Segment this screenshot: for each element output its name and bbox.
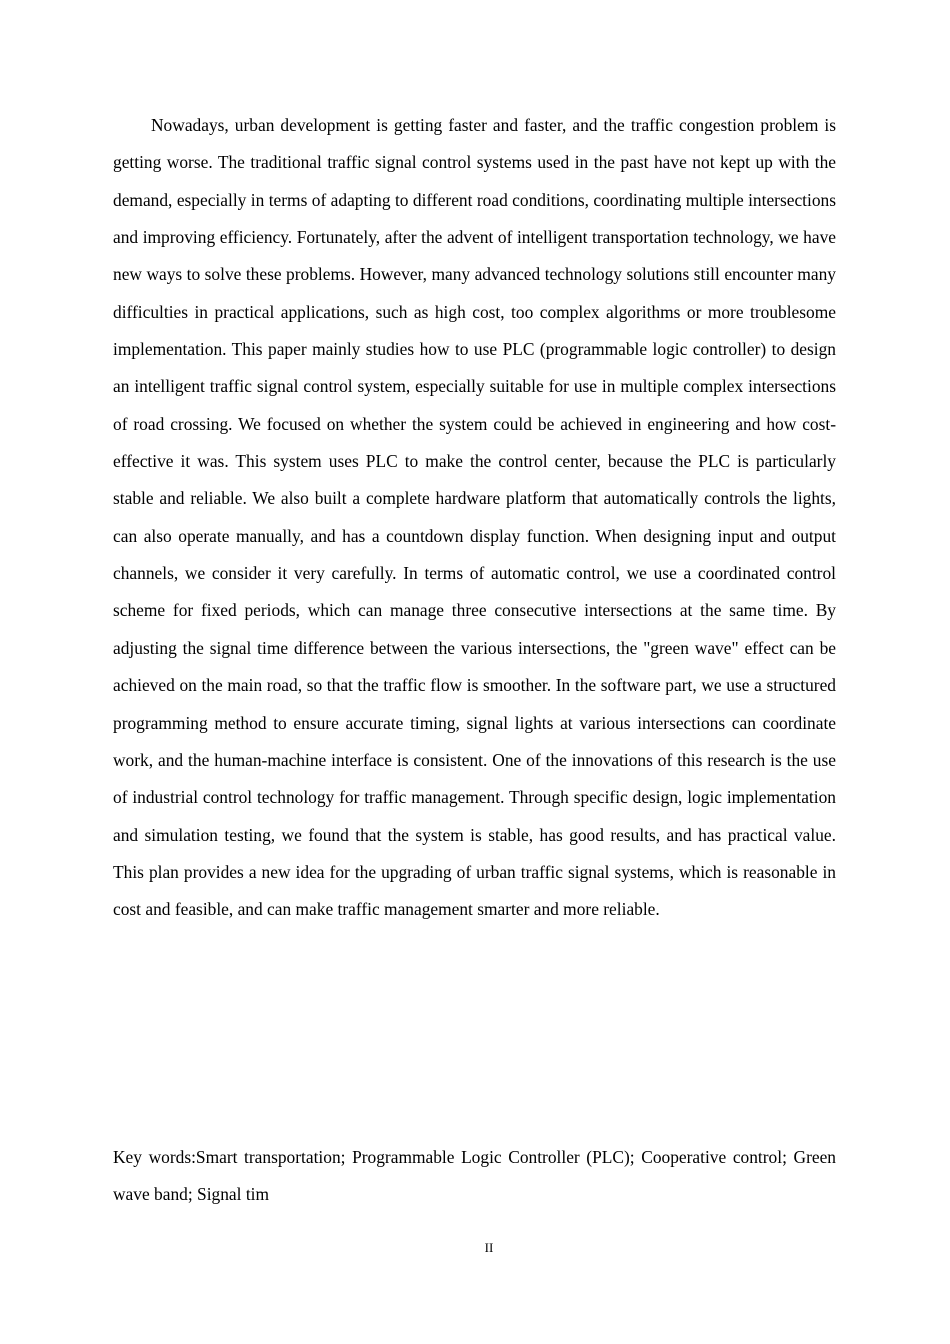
abstract-paragraph: Nowadays, urban development is getting faster and faster, and the traffic congestion problem is getting worse. The traditional traffic signal control systems used in the past have not kept up with the demand, especially in terms of adapting to different road conditions, coordinating multiple intersections and improving efficiency. Fortunately, after the advent of intelligent transportation technology, we have new ways to solve these problems. However, many advanced technology solutions still encounter many difficulties in practical applications, such as high cost, too complex algorithms or more troublesome implementation. This paper mainly studies how to use PLC (programmable logic controller) to design an intelligent traffic signal control system, especially suitable for use in multiple complex intersections of road crossing. We focused on whether the system could be achieved in engineering and how cost-effective it was. This system uses PLC to make the control center, because the PLC is particularly stable and reliable. We also built a complete hardware platform that automatically controls the lights, can also operate manually, and has a countdown display function. When designing input and output channels, we consider it very carefully. In terms of automatic control, we use a coordinated control scheme for fixed periods, which can manage three consecutive intersections at the same time. By adjusting the signal time difference between the various intersections, the "green wave" effect can be achieved on the main road, so that the traffic flow is smoother. In the software part, we use a structured programming method to ensure accurate timing, signal lights at various intersections can coordinate work, and the human-machine interface is consistent. One of the innovations of this research is the use of industrial control technology for traffic management. Through specific design, logic implementation and simulation testing, we found that the system is stable, has good results, and has practical value. This plan provides a new idea for the upgrading of urban traffic signal systems, which is reasonable in cost and feasible, and can make traffic management smarter and more reliable. [113, 115, 836, 920]
keywords-paragraph: Key words:Smart transportation; Programmable Logic Controller (PLC); Cooperative control; Green wave band; Signal tim [113, 1147, 836, 1205]
page-number: II [484, 1240, 494, 1255]
